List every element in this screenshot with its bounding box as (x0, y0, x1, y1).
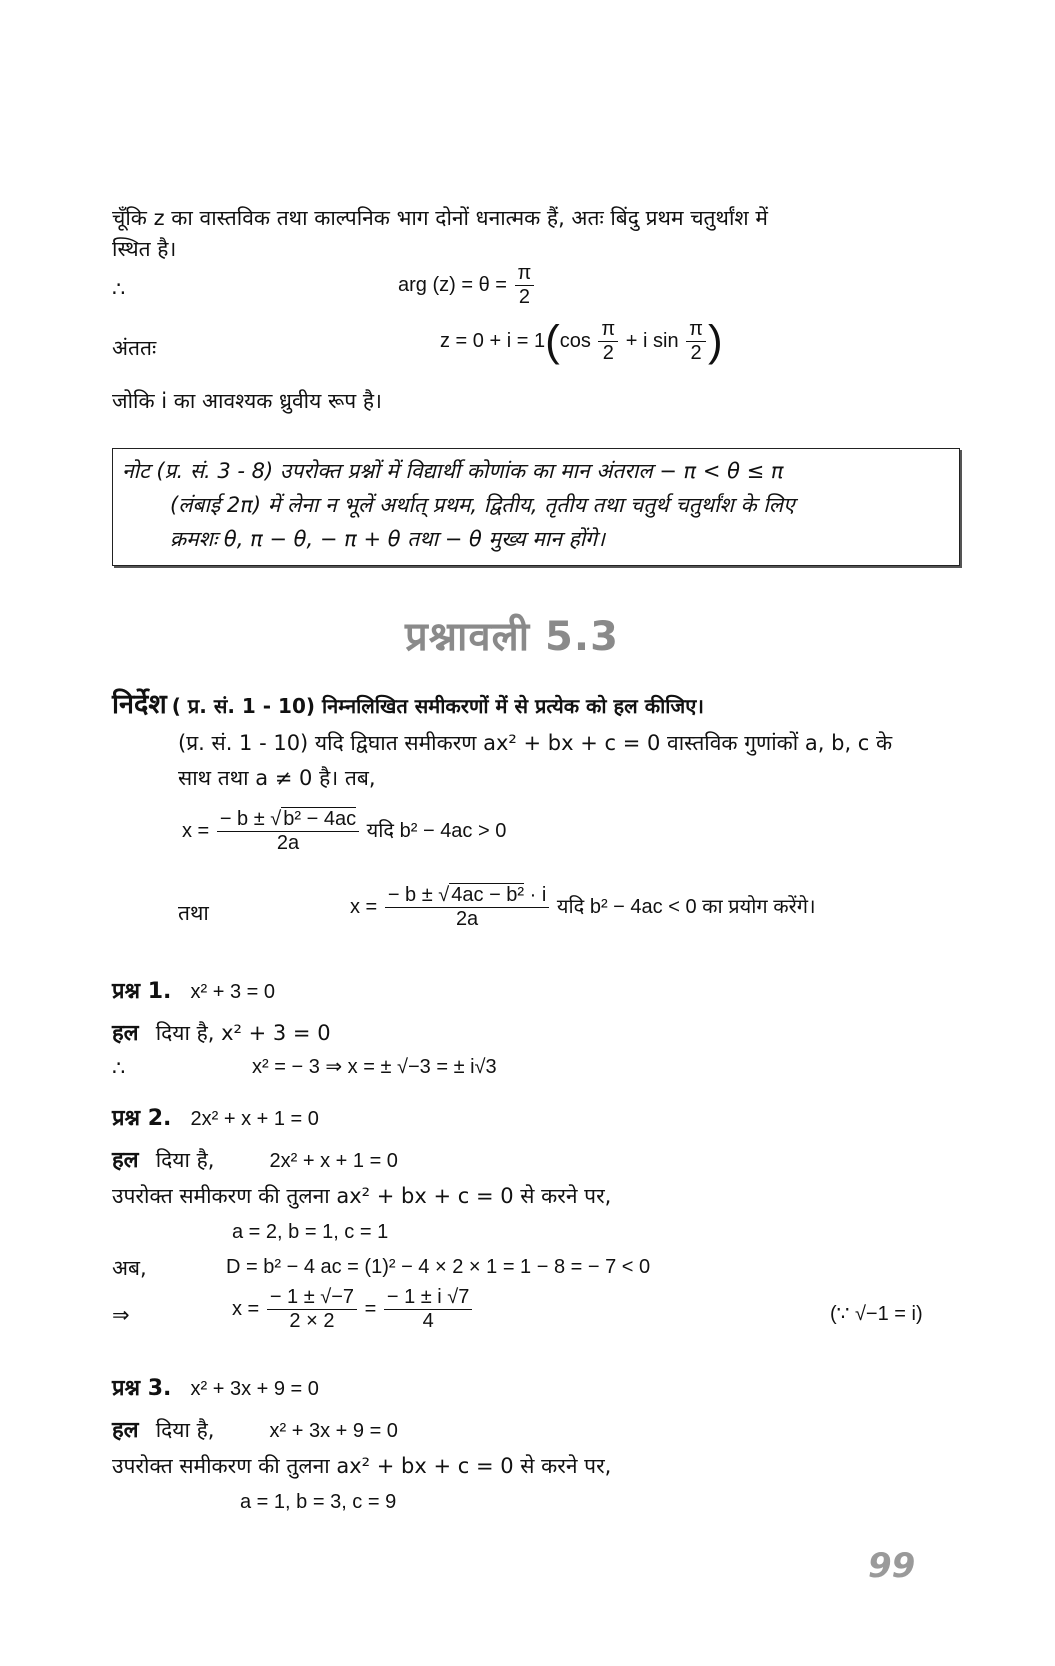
solution-label: हल (112, 1021, 139, 1046)
fraction-denominator: 2 (690, 342, 702, 364)
numerator-prefix: − b ± (387, 884, 433, 906)
question-3 (112, 1375, 319, 1403)
q2-solution-given (112, 1147, 398, 1175)
intro-line-2: स्थित है। (112, 237, 177, 261)
antatah-label: अंततः (112, 336, 157, 360)
q3-compare: उपरोक्त समीकरण की तुलना ax² + bx + c = 0 से करने पर, (112, 1454, 612, 1478)
ab-label: अब, (112, 1256, 147, 1280)
solution-fraction-2 (384, 1286, 473, 1333)
fraction-denominator: 2a (276, 832, 300, 854)
formula-condition: यदि b² − 4ac < 0 का प्रयोग करेंगे। (556, 895, 816, 918)
q1-solution-given (112, 1020, 331, 1048)
fraction-numerator: π (515, 262, 535, 286)
tatha-label: तथा (178, 901, 209, 925)
polar-form-equation (440, 318, 723, 365)
fraction-denominator: 2a (455, 908, 479, 930)
q1-step: x² = − 3 ⇒ x = ± √−3 = ± i√3 (252, 1056, 497, 1078)
directions-sub-2: साथ तथा a ≠ 0 है। तब, (178, 766, 376, 790)
radicand: b² − 4ac (283, 808, 357, 830)
question-equation: 2x² + x + 1 = 0 (190, 1108, 319, 1130)
question-1 (112, 978, 275, 1006)
directions-sub-1: (प्र. सं. 1 - 10) यदि द्विघात समीकरण ax² + bx + c = 0 वास्तविक गुणांकों a, b, c के (178, 731, 893, 755)
fraction-numerator: π (686, 318, 706, 342)
q3-coefficients: a = 1, b = 3, c = 9 (240, 1491, 397, 1513)
q2-discriminant: D = b² − 4 ac = (1)² − 4 × 2 × 1 = 1 − 8 = − 7 < 0 (226, 1256, 651, 1278)
x-lhs: x = (232, 1297, 260, 1320)
question-equation: x² + 3 = 0 (190, 981, 275, 1003)
question-equation: x² + 3x + 9 = 0 (190, 1378, 319, 1400)
left-paren: ( (545, 316, 560, 366)
formula-lhs: x = (350, 895, 378, 918)
q2-solution (232, 1286, 474, 1333)
given-text: दिया है, x² + 3 = 0 (155, 1021, 331, 1045)
fraction-denominator: 2 (602, 342, 614, 364)
fraction-numerator: − 1 ± √−7 (267, 1286, 357, 1310)
fraction-denominator: 4 (422, 1310, 434, 1332)
given-equation: x² + 3x + 9 = 0 (269, 1420, 398, 1442)
plus-isin-label: + i sin (625, 329, 679, 352)
cos-label: cos (559, 329, 591, 352)
note-line-2: (लंबाई 2π) में लेना न भूलें अर्थात् प्रथम, द्वितीय, तृतीय तथा चतुर्थ चतुर्थांश के लिए (170, 493, 795, 517)
therefore-symbol: ∴ (112, 1056, 126, 1080)
fraction-numerator: − b ± √ b² − 4ac (217, 808, 359, 832)
fraction-denominator: 2 (518, 286, 530, 308)
formula-fraction (217, 808, 359, 855)
note-line-1: नोट (प्र. सं. 3 - 8) उपरोक्त प्रश्नों में विद्यार्थी कोणांक का मान अंतराल − π < θ ≤ π (122, 459, 784, 483)
cos-fraction (598, 318, 618, 365)
q2-coefficients: a = 2, b = 1, c = 1 (232, 1221, 389, 1243)
solution-label: हल (112, 1148, 139, 1173)
directions-line (112, 688, 704, 722)
solution-fraction-1 (267, 1286, 357, 1333)
right-paren: ) (707, 316, 723, 366)
numerator-prefix: − b ± (219, 808, 265, 830)
implies-symbol: ⇒ (112, 1303, 130, 1327)
formula-lhs: x = (182, 819, 210, 842)
given-label: दिया है, (155, 1148, 215, 1172)
fraction-numerator: π (598, 318, 618, 342)
fraction-numerator: − 1 ± i √7 (384, 1286, 473, 1310)
given-label: दिया है, (155, 1418, 215, 1442)
q3-solution-given (112, 1417, 398, 1445)
intro-line-1: चूँकि z का वास्तविक तथा काल्पनिक भाग दोनों धनात्मक हैं, अतः बिंदु प्रथम चतुर्थांश में (112, 206, 768, 230)
arg-lhs: arg (z) = θ = (398, 273, 507, 296)
directions-label: निर्देश (112, 689, 167, 720)
given-equation: 2x² + x + 1 = 0 (269, 1150, 398, 1172)
formula-condition: यदि b² − 4ac > 0 (366, 819, 507, 842)
exercise-heading: प्रश्नावली 5.3 (405, 614, 619, 660)
sin-fraction (686, 318, 706, 365)
z-lhs: z = 0 + i = 1 (440, 329, 546, 352)
polar-note: जोकि i का आवश्यक ध्रुवीय रूप है। (112, 389, 382, 413)
question-2 (112, 1105, 319, 1133)
q2-compare: उपरोक्त समीकरण की तुलना ax² + bx + c = 0 से करने पर, (112, 1184, 612, 1208)
note-line-3: क्रमशः θ, π − θ, − π + θ तथा − θ मुख्य मान होंगे। (170, 527, 605, 551)
numerator-suffix: · i (529, 884, 547, 906)
question-label: प्रश्न 2. (112, 1106, 172, 1131)
q2-aside: (∵ √−1 = i) (830, 1303, 923, 1325)
quadratic-formula-real (182, 808, 506, 855)
radicand: 4ac − b² (451, 884, 525, 906)
therefore-symbol: ∴ (112, 277, 126, 301)
solution-label: हल (112, 1418, 139, 1443)
directions-text: ( प्र. सं. 1 - 10) निम्नलिखित समीकरणों में से प्रत्येक को हल कीजिए। (171, 694, 704, 718)
question-label: प्रश्न 3. (112, 1376, 172, 1401)
page-number: 99 (868, 1546, 916, 1586)
fraction-denominator: 2 × 2 (289, 1310, 335, 1332)
question-label: प्रश्न 1. (112, 979, 172, 1004)
formula-fraction (385, 884, 550, 931)
pi-over-2-fraction (515, 262, 535, 309)
quadratic-formula-complex (350, 884, 816, 931)
fraction-numerator: − b ± √ 4ac − b² · i (385, 884, 550, 908)
arg-equation (398, 262, 536, 309)
equals-sign: = (364, 1297, 377, 1320)
